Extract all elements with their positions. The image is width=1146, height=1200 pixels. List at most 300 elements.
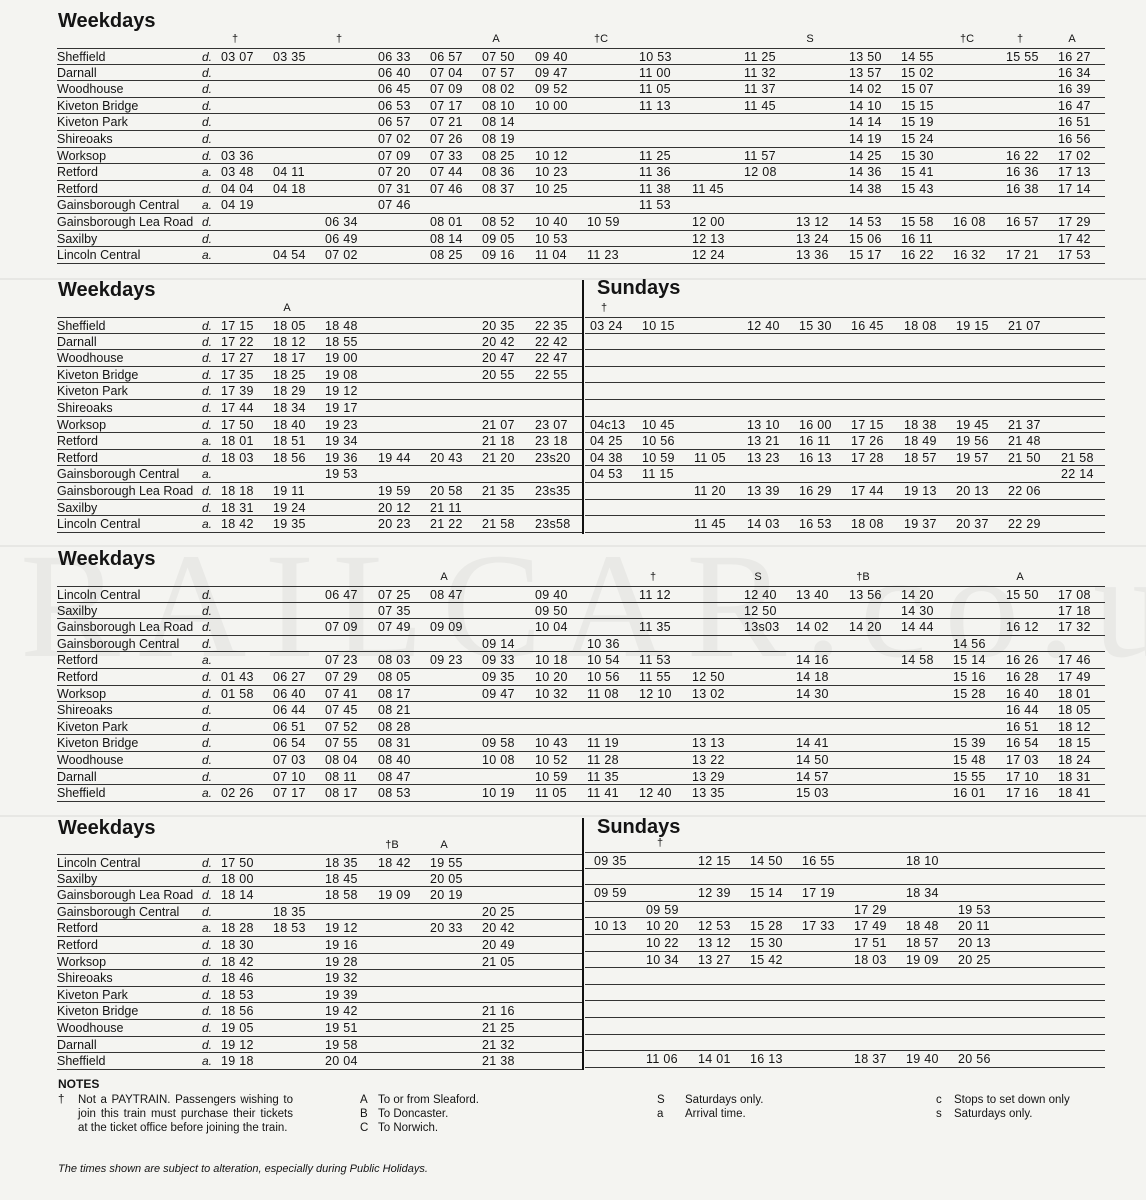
time-cell: 06 33 <box>378 50 411 64</box>
column-note-marker: A <box>1016 571 1024 583</box>
time-cell: 07 52 <box>325 719 358 734</box>
time-cell: 18 51 <box>273 434 306 449</box>
time-cell: 19 53 <box>325 467 358 482</box>
time-cell: 10 08 <box>482 752 515 767</box>
time-cell: 13s03 <box>744 620 780 635</box>
arrival-departure-marker: d. <box>202 400 213 415</box>
time-cell: 18 17 <box>273 351 306 366</box>
time-cell: 15 50 <box>1006 588 1039 602</box>
time-cell: 08 36 <box>482 165 515 180</box>
time-cell: 10 25 <box>535 181 568 196</box>
time-cell: 20 42 <box>482 334 515 349</box>
arrival-departure-marker: a. <box>202 517 213 532</box>
table-row <box>585 935 1105 952</box>
time-cell: 01 58 <box>221 686 254 701</box>
time-cell: 16 22 <box>1006 148 1039 163</box>
time-cell: 12 10 <box>639 686 672 701</box>
time-cell: 16 44 <box>1006 703 1039 718</box>
time-cell: 07 44 <box>430 165 463 180</box>
arrival-departure-marker: d. <box>202 319 213 333</box>
time-cell: 18 46 <box>221 971 254 986</box>
arrival-departure-marker: d. <box>202 131 213 146</box>
time-cell: 12 50 <box>692 669 725 684</box>
time-cell: 20 49 <box>482 937 515 952</box>
time-cell: 17 22 <box>221 334 254 349</box>
timetable-weekdays-sheffield-lincoln <box>57 48 1105 264</box>
time-cell: 19 39 <box>325 987 358 1002</box>
time-cell: 06 49 <box>325 231 358 246</box>
time-cell: 15 30 <box>799 319 832 333</box>
time-cell: 17 29 <box>1058 214 1091 229</box>
time-cell: 07 02 <box>325 248 358 263</box>
time-cell: 11 05 <box>639 82 671 97</box>
time-cell: 11 37 <box>744 82 776 97</box>
time-cell: 06 57 <box>378 115 411 130</box>
time-cell: 13 24 <box>796 231 829 246</box>
time-cell: 19 05 <box>221 1020 254 1035</box>
arrival-departure-marker: a. <box>202 921 213 936</box>
arrival-departure-marker: d. <box>202 82 213 97</box>
table-row <box>57 181 1105 198</box>
time-cell: 14 19 <box>849 131 882 146</box>
time-cell: 18 31 <box>221 500 254 515</box>
station-name: Gainsborough Central <box>57 467 180 482</box>
time-cell: 03 35 <box>273 50 306 64</box>
time-cell: 10 59 <box>587 214 620 229</box>
time-cell: 22 55 <box>535 367 568 382</box>
table-row <box>57 920 582 937</box>
time-cell: 08 01 <box>430 214 463 229</box>
time-cell: 22 42 <box>535 334 568 349</box>
time-cell: 18 42 <box>378 856 411 870</box>
station-name: Gainsborough Central <box>57 636 180 651</box>
table-row <box>57 81 1105 98</box>
note-dagger: Not a PAYTRAIN. Passengers wishing to join this train must purchase their tickets at the ticket office before joining the train. <box>78 1094 293 1134</box>
time-cell: 17 18 <box>1058 603 1091 618</box>
table-row <box>57 769 1105 786</box>
time-cell: 15 14 <box>953 653 986 668</box>
station-name: Saxilby <box>57 500 98 515</box>
time-cell: 17 26 <box>851 434 884 449</box>
time-cell: 21 18 <box>482 434 515 449</box>
station-name: Saxilby <box>57 603 98 618</box>
time-cell: 08 03 <box>378 653 411 668</box>
table-row <box>57 1053 582 1070</box>
station-name: Darnall <box>57 334 97 349</box>
time-cell: 17 02 <box>1058 148 1091 163</box>
table-row <box>57 586 1105 603</box>
time-cell: 16 12 <box>1006 620 1039 635</box>
table-row <box>57 937 582 954</box>
time-cell: 21 07 <box>482 417 515 432</box>
time-cell: 07 21 <box>430 115 463 130</box>
time-cell: 22 14 <box>1061 467 1094 482</box>
time-cell: 03 36 <box>221 148 254 163</box>
time-cell: 17 03 <box>1006 752 1039 767</box>
time-cell: 10 45 <box>642 417 675 432</box>
time-cell: 20 37 <box>956 517 989 532</box>
time-cell: 16 01 <box>953 786 986 801</box>
arrival-departure-marker: a. <box>202 786 213 801</box>
time-cell: 11 35 <box>587 769 619 784</box>
time-cell: 14 50 <box>750 854 783 868</box>
time-cell: 11 36 <box>639 165 671 180</box>
time-cell: 17 27 <box>221 351 254 366</box>
note-key-a-lower: a <box>657 1108 664 1120</box>
arrival-departure-marker: d. <box>202 115 213 130</box>
time-cell: 21 16 <box>482 1004 515 1019</box>
time-cell: 14 36 <box>849 165 882 180</box>
sundays-divider <box>582 280 584 534</box>
station-name: Gainsborough Central <box>57 198 180 213</box>
time-cell: 20 58 <box>430 483 463 498</box>
time-cell: 19 37 <box>904 517 937 532</box>
column-note-marker: S <box>754 571 762 583</box>
time-cell: 11 23 <box>587 248 619 263</box>
time-cell: 11 05 <box>535 786 567 801</box>
time-cell: 13 12 <box>796 214 829 229</box>
time-cell: 09 47 <box>535 65 568 80</box>
time-cell: 12 40 <box>747 319 780 333</box>
table-row <box>57 48 1105 65</box>
arrival-departure-marker: d. <box>202 871 213 886</box>
arrival-departure-marker: d. <box>202 620 213 635</box>
time-cell: 18 55 <box>325 334 358 349</box>
time-cell: 19 12 <box>325 921 358 936</box>
section-heading-weekdays-4: Weekdays <box>58 817 156 839</box>
table-row <box>57 1037 582 1054</box>
table-row <box>585 383 1105 400</box>
time-cell: 18 38 <box>904 417 937 432</box>
time-cell: 07 09 <box>430 82 463 97</box>
table-row <box>57 954 582 971</box>
time-cell: 15 03 <box>796 786 829 801</box>
time-cell: 12 53 <box>698 919 731 934</box>
column-note-marker: A <box>440 839 448 851</box>
arrival-departure-marker: d. <box>202 703 213 718</box>
time-cell: 17 44 <box>221 400 254 415</box>
time-cell: 16 34 <box>1058 65 1091 80</box>
time-cell: 09 14 <box>482 636 515 651</box>
notes-title: NOTES <box>58 1077 100 1091</box>
note-arrival: Arrival time. <box>685 1108 746 1120</box>
station-name: Shireoaks <box>57 131 113 146</box>
table-row <box>57 214 1105 231</box>
time-cell: 15 24 <box>901 131 934 146</box>
time-cell: 11 41 <box>587 786 619 801</box>
time-cell: 23 18 <box>535 434 568 449</box>
arrival-departure-marker: d. <box>202 888 213 903</box>
time-cell: 10 52 <box>535 752 568 767</box>
time-cell: 12 24 <box>692 248 725 263</box>
timetable-sundays-lincoln-sheffield <box>585 852 1105 1068</box>
time-cell: 04 53 <box>590 467 623 482</box>
time-cell: 08 19 <box>482 131 515 146</box>
time-cell: 07 46 <box>378 198 411 213</box>
table-row <box>585 1001 1105 1018</box>
column-note-marker: † <box>656 837 664 849</box>
time-cell: 17 13 <box>1058 165 1091 180</box>
time-cell: 06 44 <box>273 703 306 718</box>
time-cell: 20 13 <box>958 935 991 950</box>
column-note-marker: †B <box>856 571 870 583</box>
table-row <box>585 968 1105 985</box>
time-cell: 21 37 <box>1008 417 1041 432</box>
note-saturdays-s: Saturdays only. <box>954 1108 1033 1120</box>
time-cell: 16 54 <box>1006 736 1039 751</box>
time-cell: 15 14 <box>750 886 783 901</box>
time-cell: 18 05 <box>1058 703 1091 718</box>
table-row <box>585 334 1105 351</box>
station-name: Retford <box>57 921 98 936</box>
time-cell: 16 56 <box>1058 131 1091 146</box>
time-cell: 09 35 <box>594 854 627 868</box>
station-name: Kiveton Park <box>57 384 128 399</box>
time-cell: 11 25 <box>639 148 671 163</box>
time-cell: 11 45 <box>744 98 776 113</box>
time-cell: 16 36 <box>1006 165 1039 180</box>
time-cell: 13 29 <box>692 769 725 784</box>
note-key-c-lower: c <box>936 1094 942 1106</box>
arrival-departure-marker: d. <box>202 181 213 196</box>
table-row <box>585 885 1105 902</box>
time-cell: 08 02 <box>482 82 515 97</box>
time-cell: 08 52 <box>482 214 515 229</box>
time-cell: 16 57 <box>1006 214 1039 229</box>
time-cell: 17 32 <box>1058 620 1091 635</box>
time-cell: 19 09 <box>378 888 411 903</box>
station-name: Worksop <box>57 417 107 432</box>
time-cell: 12 39 <box>698 886 731 901</box>
time-cell: 19 15 <box>956 319 989 333</box>
time-cell: 08 28 <box>378 719 411 734</box>
station-name: Kiveton Bridge <box>57 1004 139 1019</box>
fold-line <box>0 815 1146 817</box>
time-cell: 13 40 <box>796 588 829 602</box>
time-cell: 18 48 <box>325 319 358 333</box>
time-cell: 20 11 <box>958 919 990 934</box>
table-row <box>57 417 582 434</box>
time-cell: 08 10 <box>482 98 515 113</box>
time-cell: 15 39 <box>953 736 986 751</box>
time-cell: 10 12 <box>535 148 568 163</box>
time-cell: 20 56 <box>958 1052 991 1067</box>
time-cell: 15 30 <box>901 148 934 163</box>
fold-line <box>0 545 1146 547</box>
time-cell: 13 56 <box>849 588 882 602</box>
time-cell: 21 50 <box>1008 450 1041 465</box>
time-cell: 16 51 <box>1058 115 1091 130</box>
time-cell: 20 35 <box>482 319 515 333</box>
time-cell: 15 41 <box>901 165 934 180</box>
time-cell: 19 45 <box>956 417 989 432</box>
time-cell: 17 33 <box>802 919 835 934</box>
station-name: Sheffield <box>57 319 106 333</box>
column-note-marker: †C <box>959 33 975 45</box>
time-cell: 07 17 <box>430 98 463 113</box>
time-cell: 16 08 <box>953 214 986 229</box>
time-cell: 09 52 <box>535 82 568 97</box>
arrival-departure-marker: a. <box>202 467 213 482</box>
time-cell: 14 30 <box>901 603 934 618</box>
table-row <box>57 669 1105 686</box>
time-cell: 14 55 <box>901 50 934 64</box>
time-cell: 11 04 <box>535 248 567 263</box>
time-cell: 18 03 <box>854 952 887 967</box>
arrival-departure-marker: d. <box>202 351 213 366</box>
time-cell: 14 57 <box>796 769 829 784</box>
time-cell: 20 05 <box>430 871 463 886</box>
table-row <box>585 516 1105 533</box>
time-cell: 16 40 <box>1006 686 1039 701</box>
column-note-marker: † <box>1016 33 1024 45</box>
timetable-weekdays-sheffield-lincoln-evening <box>57 317 582 533</box>
station-name: Gainsborough Lea Road <box>57 620 194 635</box>
station-name: Woodhouse <box>57 752 124 767</box>
station-name: Kiveton Park <box>57 115 128 130</box>
station-name: Retford <box>57 181 98 196</box>
time-cell: 11 45 <box>692 181 724 196</box>
time-cell: 08 47 <box>378 769 411 784</box>
time-cell: 17 14 <box>1058 181 1091 196</box>
table-row <box>57 652 1105 669</box>
table-row <box>57 164 1105 181</box>
arrival-departure-marker: d. <box>202 636 213 651</box>
table-row <box>57 197 1105 214</box>
time-cell: 07 17 <box>273 786 306 801</box>
station-name: Retford <box>57 434 98 449</box>
arrival-departure-marker: d. <box>202 686 213 701</box>
time-cell: 20 43 <box>430 450 463 465</box>
time-cell: 21 32 <box>482 1037 515 1052</box>
column-note-marker: † <box>231 33 239 45</box>
column-note-marker: A <box>283 302 291 314</box>
time-cell: 16 13 <box>799 450 832 465</box>
time-cell: 16 11 <box>901 231 933 246</box>
time-cell: 22 35 <box>535 319 568 333</box>
time-cell: 19 17 <box>325 400 358 415</box>
time-cell: 11 32 <box>744 65 776 80</box>
table-row <box>57 65 1105 82</box>
time-cell: 12 50 <box>744 603 777 618</box>
time-cell: 09 09 <box>430 620 463 635</box>
time-cell: 19 16 <box>325 937 358 952</box>
station-name: Retford <box>57 669 98 684</box>
time-cell: 12 15 <box>698 854 731 868</box>
time-cell: 17 19 <box>802 886 835 901</box>
time-cell: 10 59 <box>535 769 568 784</box>
time-cell: 16 45 <box>851 319 884 333</box>
time-cell: 07 57 <box>482 65 515 80</box>
time-cell: 19 58 <box>325 1037 358 1052</box>
time-cell: 20 47 <box>482 351 515 366</box>
time-cell: 08 14 <box>430 231 463 246</box>
time-cell: 17 15 <box>221 319 254 333</box>
arrival-departure-marker: a. <box>202 198 213 213</box>
table-row <box>57 367 582 384</box>
time-cell: 06 40 <box>273 686 306 701</box>
time-cell: 11 12 <box>639 588 671 602</box>
time-cell: 14 10 <box>849 98 882 113</box>
table-row <box>57 887 582 904</box>
time-cell: 21 25 <box>482 1020 515 1035</box>
time-cell: 18 00 <box>221 871 254 886</box>
time-cell: 15 48 <box>953 752 986 767</box>
time-cell: 16 26 <box>1006 653 1039 668</box>
time-cell: 16 29 <box>799 483 832 498</box>
time-cell: 16 55 <box>802 854 835 868</box>
time-cell: 14 01 <box>698 1052 731 1067</box>
time-cell: 04c13 <box>590 417 626 432</box>
table-row <box>57 970 582 987</box>
station-name: Worksop <box>57 148 107 163</box>
time-cell: 21 38 <box>482 1054 515 1069</box>
time-cell: 14 20 <box>849 620 882 635</box>
time-cell: 18 25 <box>273 367 306 382</box>
time-cell: 13 21 <box>747 434 780 449</box>
time-cell: 09 40 <box>535 588 568 602</box>
time-cell: 14 20 <box>901 588 934 602</box>
time-cell: 17 28 <box>851 450 884 465</box>
timetable-weekdays-lincoln-sheffield-evening <box>57 854 582 1070</box>
time-cell: 10 43 <box>535 736 568 751</box>
table-row <box>585 350 1105 367</box>
time-cell: 16 28 <box>1006 669 1039 684</box>
arrival-departure-marker: d. <box>202 904 213 919</box>
time-cell: 10 20 <box>646 919 679 934</box>
time-cell: 17 49 <box>854 919 887 934</box>
time-cell: 14 50 <box>796 752 829 767</box>
time-cell: 14 02 <box>849 82 882 97</box>
time-cell: 18 05 <box>273 319 306 333</box>
table-row <box>585 985 1105 1002</box>
time-cell: 19 32 <box>325 971 358 986</box>
time-cell: 19 53 <box>958 902 991 917</box>
time-cell: 09 59 <box>594 886 627 901</box>
arrival-departure-marker: a. <box>202 248 213 263</box>
time-cell: 15 07 <box>901 82 934 97</box>
time-cell: 13 36 <box>796 248 829 263</box>
time-cell: 10 56 <box>642 434 675 449</box>
time-cell: 07 46 <box>430 181 463 196</box>
station-name: Woodhouse <box>57 1020 124 1035</box>
time-cell: 18 24 <box>1058 752 1091 767</box>
arrival-departure-marker: d. <box>202 384 213 399</box>
station-name: Darnall <box>57 65 97 80</box>
station-name: Shireoaks <box>57 703 113 718</box>
time-cell: 18 28 <box>221 921 254 936</box>
time-cell: 18 10 <box>906 854 939 868</box>
note-c: To Norwich. <box>378 1122 439 1134</box>
time-cell: 17 42 <box>1058 231 1091 246</box>
table-row <box>585 367 1105 384</box>
table-row <box>585 952 1105 969</box>
time-cell: 11 45 <box>694 517 726 532</box>
time-cell: 11 13 <box>639 98 671 113</box>
time-cell: 18 01 <box>1058 686 1091 701</box>
arrival-departure-marker: d. <box>202 736 213 751</box>
station-name: Sheffield <box>57 786 106 801</box>
time-cell: 08 14 <box>482 115 515 130</box>
table-row <box>57 450 582 467</box>
station-name: Gainsborough Lea Road <box>57 483 194 498</box>
table-row <box>57 350 582 367</box>
time-cell: 11 28 <box>587 752 619 767</box>
time-cell: 20 55 <box>482 367 515 382</box>
time-cell: 19 13 <box>904 483 937 498</box>
station-name: Retford <box>57 450 98 465</box>
column-note-marker: †C <box>593 33 609 45</box>
